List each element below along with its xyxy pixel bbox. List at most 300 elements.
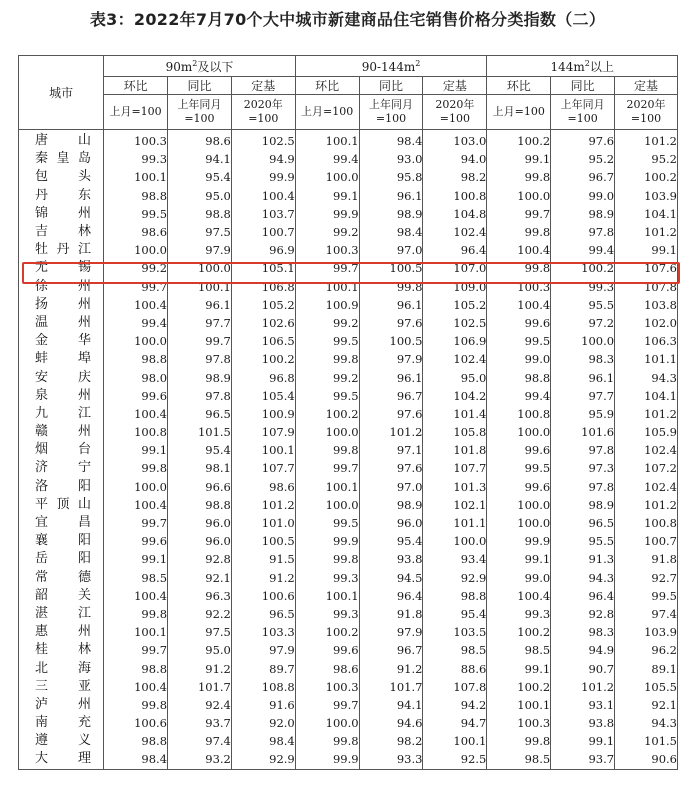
index-value-cell: 99.8 xyxy=(295,732,359,750)
index-value-cell: 98.9 xyxy=(168,368,232,386)
index-value-cell: 99.1 xyxy=(104,441,168,459)
index-value-cell: 98.9 xyxy=(359,496,423,514)
city-name: 大理 xyxy=(35,751,91,767)
sub-header-cell: 环比 xyxy=(487,77,551,95)
index-value-cell: 105.2 xyxy=(231,296,295,314)
index-value-cell: 96.5 xyxy=(231,605,295,623)
index-value-cell: 92.2 xyxy=(168,605,232,623)
index-value-cell: 100.0 xyxy=(423,532,487,550)
city-name: 岳阳 xyxy=(35,551,91,567)
index-value-cell: 92.8 xyxy=(168,550,232,568)
base-header-cell: 上月=100 xyxy=(487,95,551,130)
index-value-cell: 97.6 xyxy=(551,130,615,151)
index-value-cell: 96.7 xyxy=(551,168,615,186)
index-value-cell: 99.7 xyxy=(295,459,359,477)
index-value-cell: 89.7 xyxy=(231,659,295,677)
table-row xyxy=(19,550,678,568)
index-value-cell: 98.5 xyxy=(487,750,551,769)
index-value-cell: 100.8 xyxy=(615,514,678,532)
index-value-cell: 93.2 xyxy=(168,750,232,769)
index-value-cell: 101.3 xyxy=(423,478,487,496)
city-name: 宜昌 xyxy=(35,515,91,531)
table-row xyxy=(19,696,678,714)
table-row xyxy=(19,241,678,259)
index-value-cell: 100.0 xyxy=(487,423,551,441)
city-name-cell xyxy=(19,441,104,459)
table-row xyxy=(19,605,678,623)
index-value-cell: 99.9 xyxy=(295,205,359,223)
index-value-cell: 93.3 xyxy=(359,750,423,769)
city-name-cell xyxy=(19,405,104,423)
index-value-cell: 100.0 xyxy=(295,423,359,441)
index-value-cell: 98.9 xyxy=(551,205,615,223)
index-value-cell: 99.1 xyxy=(487,659,551,677)
index-value-cell: 93.4 xyxy=(423,550,487,568)
index-value-cell: 95.4 xyxy=(168,168,232,186)
index-value-cell: 98.6 xyxy=(168,130,232,151)
index-value-cell: 94.7 xyxy=(423,714,487,732)
city-name: 温州 xyxy=(35,314,91,330)
index-value-cell: 97.4 xyxy=(615,605,678,623)
index-value-cell: 99.8 xyxy=(295,550,359,568)
city-name: 徐州 xyxy=(35,278,91,294)
city-name: 金华 xyxy=(35,333,91,349)
index-value-cell: 100.0 xyxy=(295,168,359,186)
index-value-cell: 100.4 xyxy=(104,587,168,605)
index-value-cell: 97.6 xyxy=(359,405,423,423)
index-value-cell: 99.3 xyxy=(295,605,359,623)
index-value-cell: 96.8 xyxy=(231,368,295,386)
index-value-cell: 102.1 xyxy=(423,496,487,514)
table-row xyxy=(19,205,678,223)
index-value-cell: 107.2 xyxy=(615,459,678,477)
index-value-cell: 91.2 xyxy=(231,569,295,587)
index-value-cell: 92.1 xyxy=(615,696,678,714)
index-value-cell: 100.0 xyxy=(168,259,232,277)
index-value-cell: 96.5 xyxy=(551,514,615,532)
city-name-cell xyxy=(19,150,104,168)
index-value-cell: 94.3 xyxy=(551,569,615,587)
group-header-small: $90m^2$及以下 xyxy=(104,56,296,77)
index-value-cell: 99.7 xyxy=(487,205,551,223)
sub-header-cell: 同比 xyxy=(168,77,232,95)
city-name: 桂林 xyxy=(35,642,91,658)
city-name-cell xyxy=(19,423,104,441)
sub-header-cell: 环比 xyxy=(295,77,359,95)
table-row xyxy=(19,350,678,368)
index-value-cell: 100.4 xyxy=(104,496,168,514)
index-value-cell: 100.7 xyxy=(615,532,678,550)
index-value-cell: 98.0 xyxy=(104,368,168,386)
table-row xyxy=(19,405,678,423)
base-header-cell: 上年同月=100 xyxy=(359,95,423,130)
index-value-cell: 97.4 xyxy=(168,732,232,750)
table-row xyxy=(19,223,678,241)
index-value-cell: 99.1 xyxy=(295,187,359,205)
index-value-cell: 91.6 xyxy=(231,696,295,714)
index-value-cell: 100.3 xyxy=(487,278,551,296)
index-value-cell: 99.9 xyxy=(231,168,295,186)
table-row xyxy=(19,532,678,550)
index-value-cell: 99.5 xyxy=(295,514,359,532)
index-value-cell: 93.1 xyxy=(551,696,615,714)
city-name: 三亚 xyxy=(35,678,91,694)
table-row xyxy=(19,587,678,605)
sub-header-cell: 同比 xyxy=(551,77,615,95)
index-value-cell: 97.1 xyxy=(359,441,423,459)
city-name-cell xyxy=(19,368,104,386)
city-name-cell xyxy=(19,623,104,641)
index-value-cell: 102.4 xyxy=(615,478,678,496)
base-header-cell: 2020年=100 xyxy=(615,95,678,130)
city-name-cell xyxy=(19,314,104,332)
index-value-cell: 97.6 xyxy=(359,459,423,477)
index-value-cell: 99.2 xyxy=(295,223,359,241)
index-value-cell: 99.4 xyxy=(487,387,551,405)
index-value-cell: 97.5 xyxy=(168,223,232,241)
table-row xyxy=(19,478,678,496)
index-value-cell: 95.9 xyxy=(551,405,615,423)
index-value-cell: 100.5 xyxy=(359,259,423,277)
index-value-cell: 102.4 xyxy=(615,441,678,459)
index-value-cell: 101.5 xyxy=(615,732,678,750)
city-name: 韶关 xyxy=(35,587,91,603)
city-name-cell xyxy=(19,714,104,732)
index-value-cell: 100.4 xyxy=(487,587,551,605)
index-value-cell: 107.9 xyxy=(231,423,295,441)
index-value-cell: 100.4 xyxy=(487,241,551,259)
index-value-cell: 99.8 xyxy=(487,168,551,186)
index-value-cell: 92.0 xyxy=(231,714,295,732)
index-value-cell: 97.7 xyxy=(168,314,232,332)
city-name-cell xyxy=(19,130,104,151)
city-name-cell xyxy=(19,223,104,241)
index-value-cell: 94.5 xyxy=(359,569,423,587)
index-value-cell: 98.1 xyxy=(168,459,232,477)
index-value-cell: 107.8 xyxy=(615,278,678,296)
index-value-cell: 101.2 xyxy=(615,496,678,514)
index-value-cell: 95.2 xyxy=(615,150,678,168)
group-header-large: $144m^2$以上 xyxy=(487,56,678,77)
index-value-cell: 106.8 xyxy=(231,278,295,296)
table-row xyxy=(19,314,678,332)
city-name-cell xyxy=(19,350,104,368)
index-value-cell: 99.7 xyxy=(295,696,359,714)
city-name: 秦皇岛 xyxy=(35,151,91,167)
index-value-cell: 99.7 xyxy=(295,259,359,277)
city-name: 泉州 xyxy=(35,387,91,403)
city-name: 安庆 xyxy=(35,369,91,385)
city-name: 牡丹江 xyxy=(35,242,91,258)
index-value-cell: 98.8 xyxy=(104,187,168,205)
index-value-cell: 93.8 xyxy=(359,550,423,568)
index-value-cell: 91.8 xyxy=(359,605,423,623)
index-value-cell: 99.5 xyxy=(487,459,551,477)
index-value-cell: 91.2 xyxy=(359,659,423,677)
table-row xyxy=(19,130,678,151)
index-value-cell: 98.4 xyxy=(231,732,295,750)
index-value-cell: 103.7 xyxy=(231,205,295,223)
table-row xyxy=(19,187,678,205)
table-row xyxy=(19,678,678,696)
index-value-cell: 99.6 xyxy=(295,641,359,659)
index-value-cell: 100.1 xyxy=(295,587,359,605)
index-value-cell: 95.4 xyxy=(359,532,423,550)
index-value-cell: 100.4 xyxy=(104,296,168,314)
city-name: 泸州 xyxy=(35,696,91,712)
base-header-row xyxy=(19,95,678,130)
index-value-cell: 96.1 xyxy=(359,368,423,386)
table-row xyxy=(19,714,678,732)
table-row xyxy=(19,332,678,350)
index-value-cell: 99.3 xyxy=(487,605,551,623)
table-row xyxy=(19,750,678,769)
index-value-cell: 101.2 xyxy=(615,223,678,241)
index-value-cell: 103.9 xyxy=(615,623,678,641)
index-value-cell: 99.9 xyxy=(295,750,359,769)
index-value-cell: 99.2 xyxy=(295,368,359,386)
index-value-cell: 101.5 xyxy=(168,423,232,441)
index-value-cell: 100.2 xyxy=(295,405,359,423)
city-name-cell xyxy=(19,532,104,550)
table-row xyxy=(19,423,678,441)
index-value-cell: 97.0 xyxy=(359,241,423,259)
index-value-cell: 99.6 xyxy=(104,532,168,550)
index-value-cell: 100.4 xyxy=(104,678,168,696)
index-value-cell: 104.8 xyxy=(423,205,487,223)
sub-header-cell: 同比 xyxy=(359,77,423,95)
index-value-cell: 99.1 xyxy=(615,241,678,259)
city-name-cell xyxy=(19,732,104,750)
index-value-cell: 102.5 xyxy=(231,130,295,151)
index-value-cell: 100.5 xyxy=(359,332,423,350)
city-name: 唐山 xyxy=(35,133,91,149)
index-value-cell: 101.1 xyxy=(615,350,678,368)
index-value-cell: 99.7 xyxy=(168,332,232,350)
index-value-cell: 99.4 xyxy=(104,314,168,332)
index-value-cell: 100.3 xyxy=(487,714,551,732)
index-value-cell: 94.0 xyxy=(423,150,487,168)
index-value-cell: 104.2 xyxy=(423,387,487,405)
index-value-cell: 93.7 xyxy=(168,714,232,732)
city-name-cell xyxy=(19,750,104,769)
table-row xyxy=(19,514,678,532)
sub-header-row xyxy=(19,77,678,95)
index-value-cell: 99.4 xyxy=(551,241,615,259)
table-title: 表3：2022年7月70个大中城市新建商品住宅销售价格分类指数（二） xyxy=(89,10,606,29)
index-value-cell: 94.1 xyxy=(359,696,423,714)
index-value-cell: 96.1 xyxy=(168,296,232,314)
index-value-cell: 98.4 xyxy=(104,750,168,769)
index-value-cell: 94.2 xyxy=(423,696,487,714)
index-value-cell: 101.2 xyxy=(551,678,615,696)
index-value-cell: 100.0 xyxy=(551,332,615,350)
index-value-cell: 99.7 xyxy=(104,514,168,532)
base-header-cell: 2020年=100 xyxy=(231,95,295,130)
index-value-cell: 105.1 xyxy=(231,259,295,277)
index-value-cell: 96.1 xyxy=(551,368,615,386)
city-name-cell xyxy=(19,696,104,714)
table-row xyxy=(19,641,678,659)
index-value-cell: 100.1 xyxy=(104,168,168,186)
index-value-cell: 94.9 xyxy=(551,641,615,659)
index-value-cell: 95.8 xyxy=(359,168,423,186)
index-value-cell: 100.2 xyxy=(231,350,295,368)
index-value-cell: 100.8 xyxy=(104,423,168,441)
city-name: 北海 xyxy=(35,660,91,676)
index-value-cell: 96.0 xyxy=(168,514,232,532)
index-value-cell: 99.7 xyxy=(104,641,168,659)
index-value-cell: 104.1 xyxy=(615,387,678,405)
city-name-cell xyxy=(19,659,104,677)
city-name-cell xyxy=(19,459,104,477)
index-value-cell: 96.0 xyxy=(168,532,232,550)
base-header-cell: 上月=100 xyxy=(295,95,359,130)
index-value-cell: 99.7 xyxy=(104,278,168,296)
index-value-cell: 100.4 xyxy=(487,296,551,314)
index-value-cell: 99.3 xyxy=(551,278,615,296)
index-value-cell: 89.1 xyxy=(615,659,678,677)
table-row xyxy=(19,368,678,386)
index-value-cell: 99.5 xyxy=(487,332,551,350)
index-value-cell: 95.0 xyxy=(423,368,487,386)
city-name-cell xyxy=(19,550,104,568)
index-value-cell: 94.3 xyxy=(615,368,678,386)
index-value-cell: 91.2 xyxy=(168,659,232,677)
city-name-cell xyxy=(19,641,104,659)
city-name: 襄阳 xyxy=(35,533,91,549)
city-name-cell xyxy=(19,678,104,696)
index-value-cell: 97.9 xyxy=(168,241,232,259)
index-value-cell: 100.0 xyxy=(487,496,551,514)
index-value-cell: 97.6 xyxy=(359,314,423,332)
sub-header-cell: 定基 xyxy=(423,77,487,95)
city-name: 蚌埠 xyxy=(35,351,91,367)
index-value-cell: 92.9 xyxy=(423,569,487,587)
index-value-cell: 98.2 xyxy=(423,168,487,186)
index-value-cell: 96.1 xyxy=(359,296,423,314)
index-value-cell: 99.8 xyxy=(487,259,551,277)
city-name: 济宁 xyxy=(35,460,91,476)
index-value-cell: 107.0 xyxy=(423,259,487,277)
index-value-cell: 99.5 xyxy=(295,332,359,350)
index-value-cell: 100.8 xyxy=(487,405,551,423)
group-header-medium: $90-144m^2$ xyxy=(295,56,487,77)
index-value-cell: 98.3 xyxy=(551,350,615,368)
index-value-cell: 97.8 xyxy=(551,223,615,241)
index-value-cell: 97.8 xyxy=(168,387,232,405)
index-value-cell: 95.5 xyxy=(551,296,615,314)
index-value-cell: 99.4 xyxy=(295,150,359,168)
index-value-cell: 101.8 xyxy=(423,441,487,459)
index-value-cell: 95.5 xyxy=(551,532,615,550)
index-value-cell: 95.2 xyxy=(551,150,615,168)
index-value-cell: 99.3 xyxy=(295,569,359,587)
city-name-cell xyxy=(19,332,104,350)
index-value-cell: 99.8 xyxy=(295,350,359,368)
index-value-cell: 100.2 xyxy=(487,130,551,151)
index-value-cell: 95.4 xyxy=(423,605,487,623)
city-name-cell xyxy=(19,241,104,259)
index-value-cell: 106.9 xyxy=(423,332,487,350)
index-value-cell: 100.0 xyxy=(295,714,359,732)
index-value-cell: 102.4 xyxy=(423,223,487,241)
index-value-cell: 92.9 xyxy=(231,750,295,769)
index-value-cell: 99.8 xyxy=(104,605,168,623)
index-value-cell: 96.1 xyxy=(359,187,423,205)
index-value-cell: 100.3 xyxy=(295,241,359,259)
index-value-cell: 99.6 xyxy=(487,314,551,332)
index-value-cell: 97.8 xyxy=(551,478,615,496)
index-value-cell: 98.4 xyxy=(359,223,423,241)
index-value-cell: 99.0 xyxy=(487,569,551,587)
city-name: 南充 xyxy=(35,715,91,731)
index-value-cell: 96.9 xyxy=(231,241,295,259)
index-value-cell: 99.8 xyxy=(104,696,168,714)
index-value-cell: 106.5 xyxy=(231,332,295,350)
index-value-cell: 100.1 xyxy=(423,732,487,750)
index-value-cell: 101.6 xyxy=(551,423,615,441)
table-row xyxy=(19,496,678,514)
index-value-cell: 100.1 xyxy=(295,278,359,296)
table-row xyxy=(19,623,678,641)
index-value-cell: 98.5 xyxy=(423,641,487,659)
index-value-cell: 98.9 xyxy=(551,496,615,514)
index-value-cell: 96.7 xyxy=(359,641,423,659)
city-name: 常德 xyxy=(35,569,91,585)
sub-header-cell: 定基 xyxy=(615,77,678,95)
index-value-cell: 101.2 xyxy=(359,423,423,441)
city-column-header: 城市 xyxy=(19,56,104,130)
index-value-cell: 97.9 xyxy=(231,641,295,659)
index-value-cell: 93.8 xyxy=(551,714,615,732)
index-value-cell: 102.0 xyxy=(615,314,678,332)
highlight-box xyxy=(22,262,680,284)
index-value-cell: 103.3 xyxy=(231,623,295,641)
city-name: 吉林 xyxy=(35,224,91,240)
index-value-cell: 91.8 xyxy=(615,550,678,568)
index-value-cell: 99.5 xyxy=(104,205,168,223)
table-row xyxy=(19,459,678,477)
index-value-cell: 98.8 xyxy=(487,368,551,386)
index-value-cell: 101.1 xyxy=(423,514,487,532)
city-name-cell xyxy=(19,496,104,514)
index-value-cell: 105.2 xyxy=(423,296,487,314)
index-value-cell: 107.7 xyxy=(423,459,487,477)
index-value-cell: 98.8 xyxy=(168,496,232,514)
index-value-cell: 94.1 xyxy=(168,150,232,168)
index-value-cell: 101.4 xyxy=(423,405,487,423)
index-value-cell: 99.2 xyxy=(104,259,168,277)
index-value-cell: 104.1 xyxy=(615,205,678,223)
index-value-cell: 101.2 xyxy=(615,405,678,423)
index-value-cell: 100.2 xyxy=(487,623,551,641)
table-row xyxy=(19,659,678,677)
index-value-cell: 101.7 xyxy=(168,678,232,696)
index-value-cell: 109.0 xyxy=(423,278,487,296)
city-name: 锦州 xyxy=(35,205,91,221)
base-header-cell: 上年同月=100 xyxy=(551,95,615,130)
index-value-cell: 99.2 xyxy=(295,314,359,332)
index-value-cell: 93.0 xyxy=(359,150,423,168)
index-value-cell: 92.8 xyxy=(551,605,615,623)
index-value-cell: 97.2 xyxy=(551,314,615,332)
index-value-cell: 97.9 xyxy=(359,350,423,368)
index-value-cell: 100.6 xyxy=(231,587,295,605)
base-header-cell: 上年同月=100 xyxy=(168,95,232,130)
index-value-cell: 100.6 xyxy=(104,714,168,732)
table-row xyxy=(19,296,678,314)
